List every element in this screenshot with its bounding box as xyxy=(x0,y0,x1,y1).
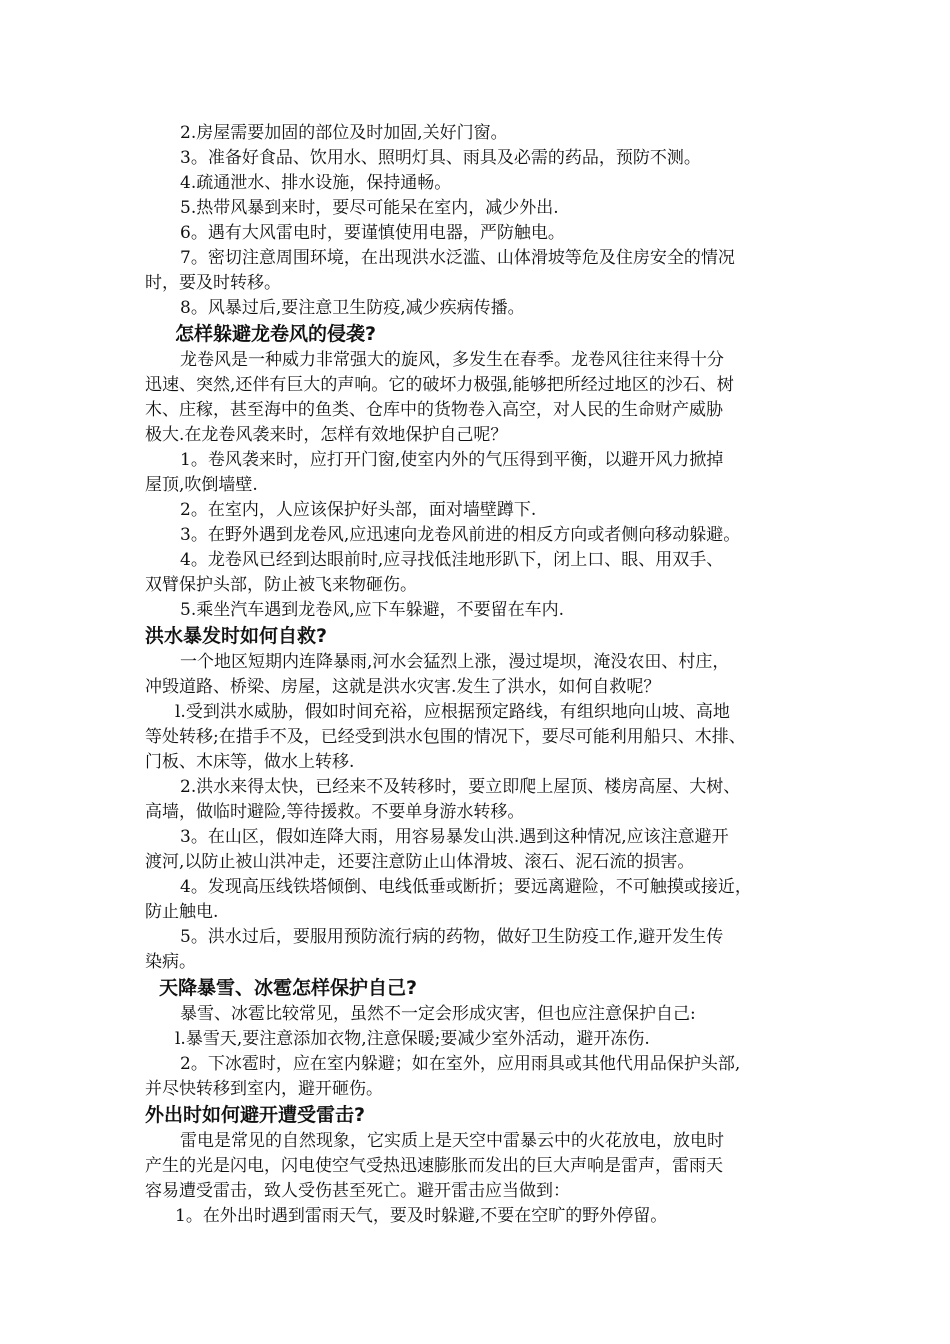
flood-intro-line: 一个地区短期内连降暴雨,河水会猛烈上涨，漫过堤坝，淹没农田、村庄， xyxy=(180,652,730,672)
typhoon-item-7: 7。密切注意周围环境，在出现洪水泛滥、山体滑坡等危及住房安全的情况 xyxy=(180,248,735,268)
lightning-intro-line: 容易遭受雷击，致人受伤甚至死亡。避开雷击应当做到： xyxy=(145,1181,570,1201)
flood-item-4: 4。发现高压线铁塔倾倒、电线低垂或断折；要远离避险，不可触摸或接近， xyxy=(180,877,752,897)
lightning-intro-line: 产生的光是闪电，闪电使空气受热迅速膨胀而发出的巨大声响是雷声，雷雨天 xyxy=(145,1156,723,1176)
tornado-intro-line: 极大.在龙卷风袭来时，怎样有效地保护自己呢？ xyxy=(145,425,508,445)
flood-item-1-cont: 门板、木床等，做水上转移. xyxy=(145,752,355,772)
lightning-intro-line: 雷电是常见的自然现象，它实质上是天空中雷暴云中的火花放电，放电时 xyxy=(180,1131,724,1151)
flood-item-3: 3。在山区，假如连降大雨，用容易暴发山洪.遇到这种情况,应该注意避开 xyxy=(180,827,729,847)
typhoon-item-8: 8。风暴过后,要注意卫生防疫,减少疾病传播。 xyxy=(180,298,525,318)
snow-item-1: l.暴雪天,要注意添加衣物,注意保暖;要减少室外活动，避开冻伤. xyxy=(175,1029,650,1049)
tornado-item-4: 4。龙卷风已经到达眼前时,应寻找低洼地形趴下，闭上口、眼、用双手、 xyxy=(180,550,724,570)
tornado-item-3: 3。在野外遇到龙卷风,应迅速向龙卷风前进的相反方向或者侧向移动躲避。 xyxy=(180,525,741,545)
snow-item-2: 2。下冰雹时，应在室内躲避；如在室外，应用雨具或其他代用品保护头部, xyxy=(180,1054,741,1074)
snow-heading: 天降暴雪、冰雹怎样保护自己? xyxy=(159,977,418,999)
tornado-item-2: 2。在室内，人应该保护好头部，面对墙壁蹲下. xyxy=(180,500,537,520)
typhoon-item-3: 3。准备好食品、饮用水、照明灯具、雨具及必需的药品，预防不测。 xyxy=(180,148,701,168)
document-body xyxy=(145,121,815,1229)
typhoon-item-5: 5.热带风暴到来时，要尽可能呆在室内，减少外出. xyxy=(180,198,559,218)
tornado-item-1: 1。卷风袭来时，应打开门窗,使室内外的气压得到平衡，以避开风力掀掉 xyxy=(180,450,724,470)
flood-item-2-cont: 高墙，做临时避险,等待援救。不要单身游水转移。 xyxy=(145,802,525,822)
flood-item-1-cont: 等处转移;在措手不及，已经受到洪水包围的情况下，要尽可能利用船只、木排、 xyxy=(145,727,746,747)
flood-item-1: l.受到洪水威胁，假如时间充裕，应根据预定路线，有组织地向山坡、高地 xyxy=(175,702,730,722)
tornado-item-1-cont: 屋顶,吹倒墙壁. xyxy=(145,475,258,495)
typhoon-item-2: 2.房屋需要加固的部位及时加固,关好门窗。 xyxy=(180,123,508,143)
lightning-heading: 外出时如何避开遭受雷击? xyxy=(145,1104,366,1126)
flood-intro-line: 冲毁道路、桥梁、房屋，这就是洪水灾害.发生了洪水，如何自救呢？ xyxy=(145,677,661,697)
flood-item-4-cont: 防止触电. xyxy=(145,902,219,922)
flood-item-5: 5。洪水过后，要服用预防流行病的药物，做好卫生防疫工作,避开发生传 xyxy=(180,927,724,947)
tornado-heading: 怎样躲避龙卷风的侵袭? xyxy=(175,323,377,345)
lightning-item-1: 1。在外出时遇到雷雨天气，要及时躲避,不要在空旷的野外停留。 xyxy=(175,1206,668,1226)
tornado-intro-line: 迅速、突然,还伴有巨大的声响。它的破坏力极强,能够把所经过地区的沙石、树 xyxy=(145,375,734,395)
tornado-item-4-cont: 双臂保护头部，防止被飞来物砸伤。 xyxy=(145,575,417,595)
tornado-intro-line: 龙卷风是一种威力非常强大的旋风，多发生在春季。龙卷风往往来得十分 xyxy=(180,350,724,370)
tornado-intro-line: 木、庄稼，甚至海中的鱼类、仓库中的货物卷入高空，对人民的生命财产威胁 xyxy=(145,400,723,420)
typhoon-item-6: 6。遇有大风雷电时，要谨慎使用电器，严防触电。 xyxy=(180,223,565,243)
flood-item-2: 2.洪水来得太快，已经来不及转移时，要立即爬上屋顶、楼房高屋、大树、 xyxy=(180,777,741,797)
flood-item-3-cont: 渡河,以防止被山洪冲走，还要注意防止山体滑坡、滚石、泥石流的损害。 xyxy=(145,852,695,872)
tornado-item-5: 5.乘坐汽车遇到龙卷风,应下车躲避，不要留在车内. xyxy=(180,600,565,620)
flood-item-5-cont: 染病。 xyxy=(145,952,196,972)
typhoon-item-7-cont: 时，要及时转移。 xyxy=(145,273,281,293)
snow-item-2-cont: 并尽快转移到室内，避开砸伤。 xyxy=(145,1079,383,1099)
flood-heading: 洪水暴发时如何自救? xyxy=(145,625,328,647)
snow-intro-line: 暴雪、冰雹比较常见，虽然不一定会形成灾害，但也应注意保护自己: xyxy=(180,1004,696,1024)
typhoon-item-4: 4.疏通泄水、排水设施，保持通畅。 xyxy=(180,173,452,193)
